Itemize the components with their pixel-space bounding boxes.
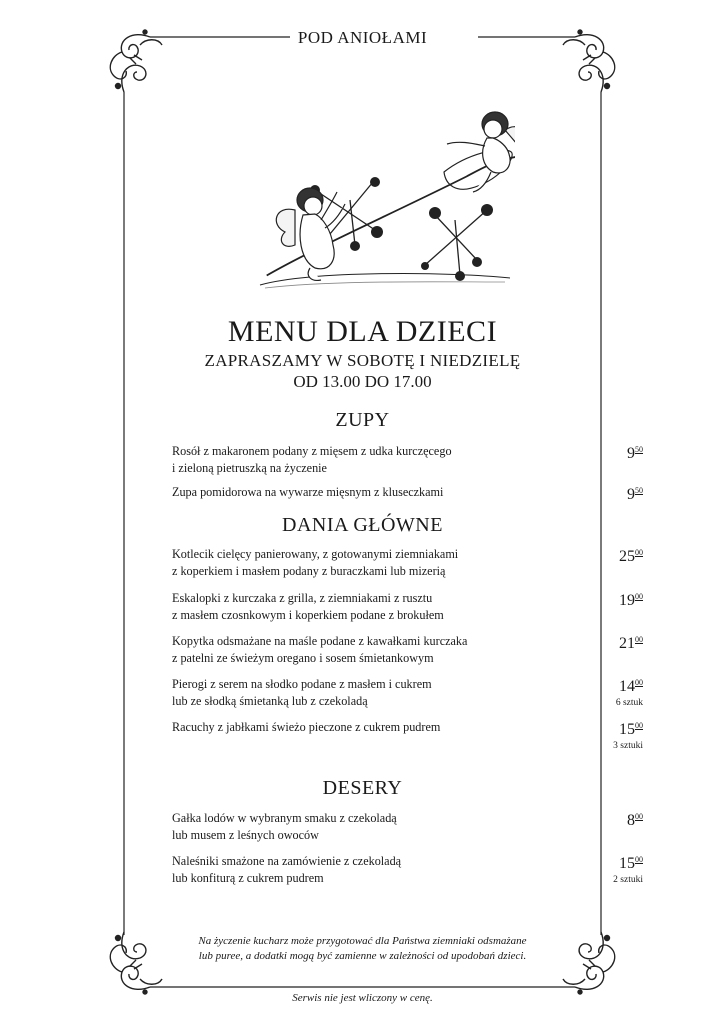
item-price: $9^{50}$ <box>627 445 643 462</box>
item-price: $19^{00}$ <box>619 592 643 609</box>
restaurant-name <box>0 28 725 48</box>
menu-subtitle: ZAPRASZAMY W SOBOTĘ I NIEDZIELĘ <box>204 351 521 370</box>
menu-item <box>172 633 646 673</box>
item-quantity: 2 sztuki <box>613 875 643 885</box>
menu-hours: OD 13.00 DO 17.00 <box>293 372 432 391</box>
service-note: Serwis nie jest wliczony w cenę. <box>292 992 433 1004</box>
section-heading-desery: DESERY <box>322 777 403 799</box>
item-description: Kotlecik cielęcy panierowany, z gotowanymi ziemniakami z koperkiem i masłem podany z buraczkami lub mizerią <box>172 547 459 578</box>
item-description: Eskalopki z kurczaka z grilla, z ziemniakami z rusztu z masłem czosnkowym i koperkiem podane z brokułem <box>172 591 444 622</box>
item-price: $25^{00}$ <box>619 548 643 565</box>
restaurant-name-text: POD ANIOŁAMI <box>290 28 435 47</box>
item-description: Pierogi z serem na słodko podane z masłem i cukrem lub ze słodką śmietanką lub z czekoladą <box>172 677 432 708</box>
menu-item <box>172 443 646 483</box>
chef-note: Na życzenie kucharz może przygotować dla Państwa ziemniaki odsmażane lub puree, a dodatki mogą być zamienne w zależności od upodobań dzieci. <box>198 935 527 962</box>
cherubs-seesaw-illustration <box>255 100 515 300</box>
menu-item <box>172 810 646 850</box>
item-description: Zupa pomidorowa na wywarze mięsnym z kluseczkami <box>172 485 444 499</box>
item-price: $8^{00}$ <box>627 812 643 829</box>
menu-item <box>172 676 646 716</box>
item-price: $15^{00}$ 3 sztuki <box>613 721 643 751</box>
item-price: $14^{00}$ 6 sztuk <box>615 678 643 708</box>
menu-item <box>172 546 646 586</box>
item-price: $21^{00}$ <box>619 635 643 652</box>
item-description: Naleśniki smażone na zamówienie z czekoladą lub konfiturą z cukrem pudrem <box>172 854 402 885</box>
item-price: $15^{00}$ 2 sztuki <box>613 855 643 885</box>
menu-title-block <box>0 314 725 392</box>
item-description: Kopytka odsmażane na maśle podane z kawałkami kurczaka z patelni ze świeżym oregano i sosem śmietankowym <box>172 634 468 665</box>
item-description: Rosół z makaronem podany z mięsem z udka kurczęcego i zieloną pietruszką na życzenie <box>172 444 452 475</box>
menu-item <box>172 853 646 893</box>
section-heading-dania-glowne: DANIA GŁÓWNE <box>282 514 443 536</box>
menu-item <box>172 719 646 759</box>
item-description: Gałka lodów w wybranym smaku z czekoladą lub musem z leśnych owoców <box>172 811 397 842</box>
item-quantity: 6 sztuk <box>615 698 643 708</box>
menu-item <box>172 590 646 630</box>
item-description: Racuchy z jabłkami świeżo pieczone z cukrem pudrem <box>172 720 441 734</box>
item-price: $9^{50}$ <box>627 486 643 503</box>
menu-title: MENU DLA DZIECI <box>227 315 498 348</box>
item-quantity: 3 sztuki <box>613 741 643 751</box>
section-heading-zupy: ZUPY <box>335 409 390 431</box>
